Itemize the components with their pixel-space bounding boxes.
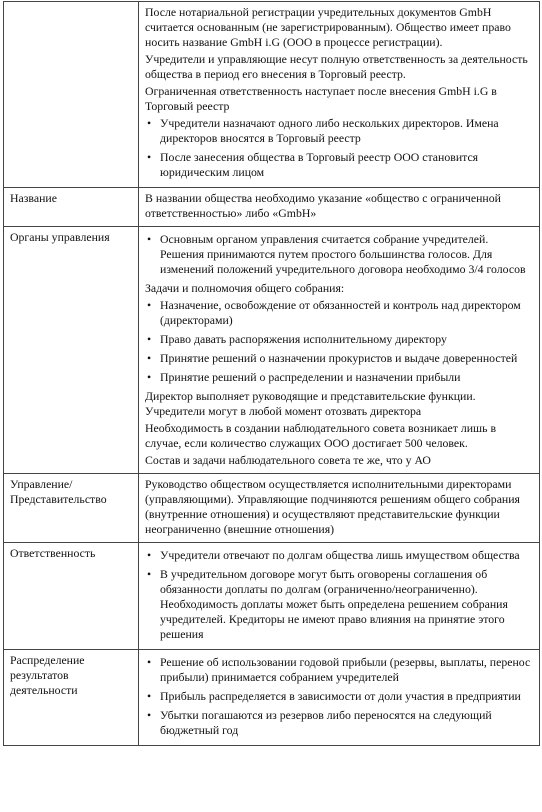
table-row: [4, 2, 540, 188]
paragraph: В названии общества необходимо указание «общество с ограниченной ответственностью» либо «GmbH»: [145, 191, 501, 220]
row-label: Управление/ Представительство: [4, 474, 139, 543]
paragraph: Задачи и полномочия общего собрания:: [145, 281, 345, 295]
comparison-table: [3, 1, 540, 746]
bullet-item: [145, 548, 535, 563]
bullet-icon: •: [147, 116, 152, 130]
bullet-icon: •: [147, 708, 152, 722]
bullet-icon: •: [147, 332, 152, 346]
row-label: Распределение результатов деятельности: [4, 650, 139, 746]
table-row: [4, 188, 540, 227]
bullet-item: [145, 351, 535, 366]
table-row: [4, 543, 540, 650]
bullet-item: [145, 232, 535, 277]
paragraph: Директор выполняет руководящие и представительские функции. Учредители могут в любой момент отозвать директора: [145, 389, 476, 418]
row-label: Название: [4, 188, 139, 227]
bullet-icon: •: [147, 370, 152, 384]
table-body: [4, 2, 540, 746]
row-content: [139, 188, 540, 227]
paragraph: После нотариальной регистрации учредительных документов GmbH считается основанным (не зарегистрированным). Общество имеет право носить название GmbH i.G (ООО в процессе регистрации).: [145, 5, 511, 49]
bullet-item: [145, 332, 535, 347]
table-row: [4, 227, 540, 474]
bullet-item: [145, 370, 535, 385]
bullet-text: Основным органом управления считается собрание учредителей. Решения принимаются путем простого большинства голосов. Для изменений положений учредительного договора необходимо 3/4 голосов: [160, 232, 526, 276]
bullet-text: Учредители назначают одного либо нескольких директоров. Имена директоров вносятся в Торговый реестр: [160, 116, 499, 145]
row-content: [139, 650, 540, 746]
paragraph: Учредители и управляющие несут полную ответственность за деятельность общества в период его внесения в Торговый реестр.: [145, 52, 528, 81]
paragraph: Состав и задачи наблюдательного совета те же, что у АО: [145, 453, 431, 467]
row-label: [4, 2, 139, 188]
bullet-item: [145, 655, 535, 685]
bullet-icon: •: [147, 298, 152, 312]
bullet-text: Принятие решений о распределении и назначении прибыли: [160, 370, 461, 384]
row-label: Органы управления: [4, 227, 139, 474]
table-row: [4, 650, 540, 746]
bullet-text: Решение об использовании годовой прибыли (резервы, выплаты, перенос прибыли) принимается собранием учредителей: [160, 655, 531, 684]
row-content: [139, 474, 540, 543]
bullet-item: [145, 298, 535, 328]
bullet-text: После занесения общества в Торговый реестр ООО становится юридическим лицом: [160, 150, 479, 179]
row-content: [139, 227, 540, 474]
bullet-item: [145, 708, 535, 738]
bullet-item: [145, 567, 535, 642]
bullet-text: Назначение, освобождение от обязанностей и контроль над директором (директорами): [160, 298, 521, 327]
row-content: [139, 543, 540, 650]
bullet-icon: •: [147, 351, 152, 365]
bullet-icon: •: [147, 655, 152, 669]
bullet-icon: •: [147, 689, 152, 703]
bullet-text: Принятие решений о назначении прокуристов и выдаче доверенностей: [160, 351, 518, 365]
paragraph: Ограниченная ответственность наступает после внесения GmbH i.G в Торговый реестр: [145, 84, 497, 113]
paragraph: Руководство обществом осуществляется исполнительными директорами (управляющими). Управляющие подчиняются решениям общего собрания (внутренние отношения) и осуществляют представительские функции неограниченно (внешние отношения): [145, 477, 520, 536]
row-content: [139, 2, 540, 188]
bullet-text: Прибыль распределяется в зависимости от доли участия в предприятии: [160, 689, 521, 703]
row-label: Ответственность: [4, 543, 139, 650]
bullet-icon: •: [147, 150, 152, 164]
bullet-text: В учредительном договоре могут быть оговорены соглашения об обязанности доплаты по долгам (ограниченно/неограниченно). Необходимость доплаты может быть определена решением собрания учредителей. Кредиторы не имеют право влияния на принятие этого решения: [160, 567, 508, 641]
bullet-item: [145, 689, 535, 704]
bullet-item: [145, 150, 535, 180]
table-row: [4, 474, 540, 543]
bullet-text: Убытки погашаются из резервов либо переносятся на следующий бюджетный год: [160, 708, 492, 737]
bullet-item: [145, 116, 535, 146]
bullet-text: Учредители отвечают по долгам общества лишь имуществом общества: [160, 548, 520, 562]
paragraph: Необходимость в создании наблюдательного совета возникает лишь в случае, если количество служащих ООО достигает 500 человек.: [145, 421, 497, 450]
bullet-icon: •: [147, 567, 152, 581]
bullet-icon: •: [147, 548, 152, 562]
bullet-icon: •: [147, 232, 152, 246]
bullet-text: Право давать распоряжения исполнительному директору: [160, 332, 447, 346]
